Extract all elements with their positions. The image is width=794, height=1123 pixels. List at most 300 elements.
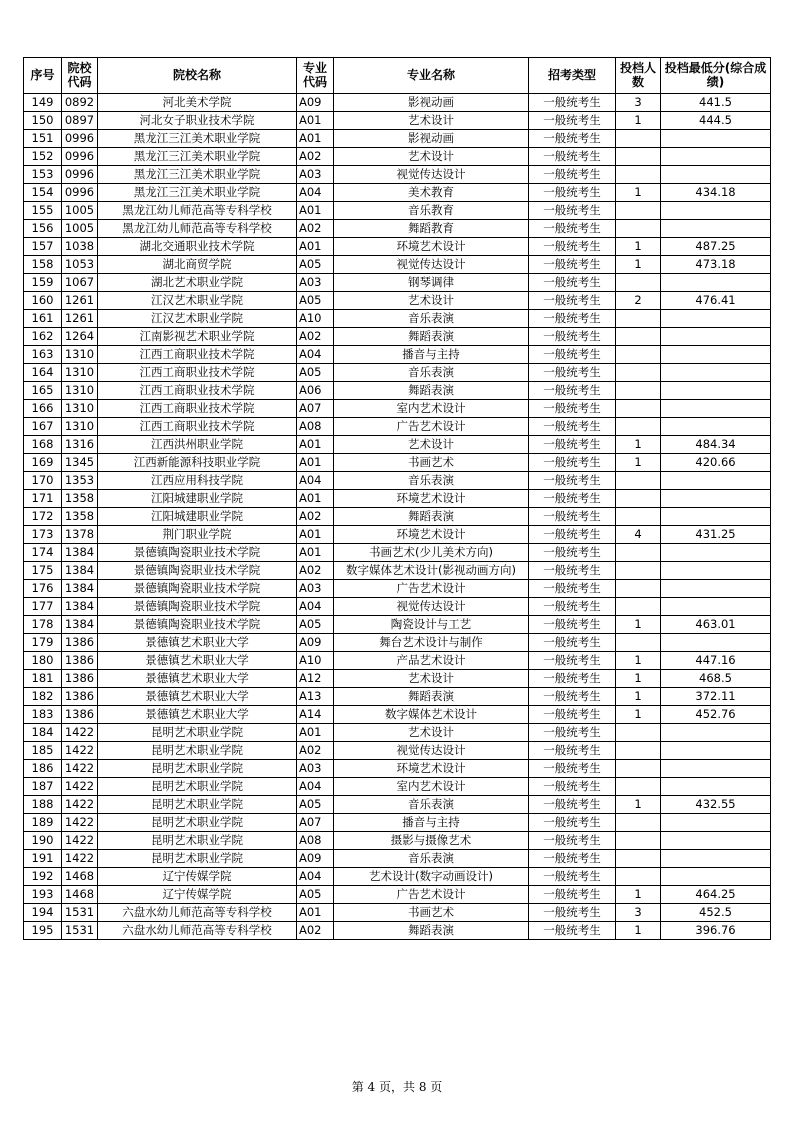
- major-name-cell: 音乐表演: [334, 472, 529, 490]
- num-cell: [616, 328, 661, 346]
- major-code-cell: A02: [297, 562, 334, 580]
- major-code-cell: A10: [297, 310, 334, 328]
- table-row: [24, 238, 771, 256]
- seq-cell: 195: [24, 922, 62, 940]
- school-name-cell: 江西工商职业技术学院: [98, 364, 297, 382]
- score-cell: 487.25: [661, 238, 771, 256]
- major-code-cell: A04: [297, 184, 334, 202]
- score-cell: 447.16: [661, 652, 771, 670]
- major-code-cell: A02: [297, 328, 334, 346]
- seq-cell: 167: [24, 418, 62, 436]
- exam-type-cell: 一般统考生: [529, 220, 616, 238]
- major-code-cell: A07: [297, 814, 334, 832]
- exam-type-cell: 一般统考生: [529, 778, 616, 796]
- score-cell: [661, 328, 771, 346]
- major-name-cell: 钢琴调律: [334, 274, 529, 292]
- major-name-cell: 音乐教育: [334, 202, 529, 220]
- num-cell: [616, 382, 661, 400]
- school-name-cell: 江西工商职业技术学院: [98, 382, 297, 400]
- school-name-cell: 景德镇陶瓷职业技术学院: [98, 598, 297, 616]
- exam-type-cell: 一般统考生: [529, 562, 616, 580]
- exam-type-cell: 一般统考生: [529, 346, 616, 364]
- seq-cell: 166: [24, 400, 62, 418]
- exam-type-cell: 一般统考生: [529, 382, 616, 400]
- school-name-cell: 江南影视艺术职业学院: [98, 328, 297, 346]
- school-code-cell: 1053: [62, 256, 98, 274]
- major-name-cell: 音乐表演: [334, 796, 529, 814]
- school-name-cell: 黑龙江幼儿师范高等专科学校: [98, 202, 297, 220]
- num-cell: [616, 742, 661, 760]
- seq-cell: 154: [24, 184, 62, 202]
- major-name-cell: 环境艺术设计: [334, 490, 529, 508]
- seq-cell: 157: [24, 238, 62, 256]
- school-name-cell: 昆明艺术职业学院: [98, 796, 297, 814]
- seq-cell: 182: [24, 688, 62, 706]
- score-cell: [661, 742, 771, 760]
- school-code-cell: 0996: [62, 148, 98, 166]
- major-name-cell: 播音与主持: [334, 814, 529, 832]
- major-code-cell: A03: [297, 760, 334, 778]
- school-code-cell: 1386: [62, 706, 98, 724]
- score-cell: [661, 580, 771, 598]
- school-code-cell: 1264: [62, 328, 98, 346]
- num-cell: [616, 220, 661, 238]
- major-name-cell: 舞蹈教育: [334, 220, 529, 238]
- table-row: [24, 814, 771, 832]
- score-cell: [661, 634, 771, 652]
- table-row: [24, 184, 771, 202]
- major-code-cell: A04: [297, 346, 334, 364]
- table-row: [24, 328, 771, 346]
- seq-cell: 170: [24, 472, 62, 490]
- exam-type-cell: 一般统考生: [529, 886, 616, 904]
- num-cell: [616, 778, 661, 796]
- seq-cell: 190: [24, 832, 62, 850]
- school-name-cell: 湖北交通职业技术学院: [98, 238, 297, 256]
- major-name-cell: 产品艺术设计: [334, 652, 529, 670]
- exam-type-cell: 一般统考生: [529, 508, 616, 526]
- school-name-cell: 景德镇艺术职业大学: [98, 706, 297, 724]
- score-cell: 441.5: [661, 94, 771, 112]
- major-name-cell: 音乐表演: [334, 850, 529, 868]
- table-row: [24, 130, 771, 148]
- school-name-cell: 六盘水幼儿师范高等专科学校: [98, 922, 297, 940]
- school-name-cell: 黑龙江三江美术职业学院: [98, 184, 297, 202]
- score-cell: [661, 220, 771, 238]
- num-cell: [616, 580, 661, 598]
- school-code-cell: 1310: [62, 418, 98, 436]
- seq-cell: 156: [24, 220, 62, 238]
- major-code-cell: A13: [297, 688, 334, 706]
- header-major-code: 专业代码: [297, 58, 334, 94]
- school-name-cell: 黑龙江三江美术职业学院: [98, 166, 297, 184]
- score-cell: 484.34: [661, 436, 771, 454]
- school-name-cell: 昆明艺术职业学院: [98, 724, 297, 742]
- major-name-cell: 陶瓷设计与工艺: [334, 616, 529, 634]
- school-name-cell: 江西新能源科技职业学院: [98, 454, 297, 472]
- exam-type-cell: 一般统考生: [529, 148, 616, 166]
- exam-type-cell: 一般统考生: [529, 364, 616, 382]
- school-name-cell: 景德镇艺术职业大学: [98, 634, 297, 652]
- school-name-cell: 江西应用科技学院: [98, 472, 297, 490]
- table-row: [24, 274, 771, 292]
- exam-type-cell: 一般统考生: [529, 472, 616, 490]
- num-cell: [616, 400, 661, 418]
- school-name-cell: 江西工商职业技术学院: [98, 346, 297, 364]
- school-code-cell: 1310: [62, 364, 98, 382]
- exam-type-cell: 一般统考生: [529, 526, 616, 544]
- major-name-cell: 环境艺术设计: [334, 760, 529, 778]
- seq-cell: 172: [24, 508, 62, 526]
- seq-cell: 194: [24, 904, 62, 922]
- score-cell: 396.76: [661, 922, 771, 940]
- exam-type-cell: 一般统考生: [529, 418, 616, 436]
- school-name-cell: 江阳城建职业学院: [98, 490, 297, 508]
- school-code-cell: 1422: [62, 850, 98, 868]
- major-name-cell: 广告艺术设计: [334, 886, 529, 904]
- num-cell: [616, 544, 661, 562]
- seq-cell: 193: [24, 886, 62, 904]
- seq-cell: 160: [24, 292, 62, 310]
- score-cell: [661, 598, 771, 616]
- seq-cell: 152: [24, 148, 62, 166]
- table-row: [24, 220, 771, 238]
- major-name-cell: 播音与主持: [334, 346, 529, 364]
- school-code-cell: 1310: [62, 346, 98, 364]
- school-code-cell: 1384: [62, 616, 98, 634]
- num-cell: 1: [616, 706, 661, 724]
- num-cell: 1: [616, 112, 661, 130]
- table-row: [24, 436, 771, 454]
- school-code-cell: 1384: [62, 544, 98, 562]
- num-cell: [616, 418, 661, 436]
- school-name-cell: 景德镇陶瓷职业技术学院: [98, 562, 297, 580]
- num-cell: 2: [616, 292, 661, 310]
- school-code-cell: 1038: [62, 238, 98, 256]
- table-row: [24, 418, 771, 436]
- major-name-cell: 环境艺术设计: [334, 526, 529, 544]
- school-code-cell: 1358: [62, 490, 98, 508]
- school-name-cell: 荆门职业学院: [98, 526, 297, 544]
- exam-type-cell: 一般统考生: [529, 130, 616, 148]
- score-cell: [661, 166, 771, 184]
- table-row: [24, 616, 771, 634]
- table-row: [24, 706, 771, 724]
- major-name-cell: 艺术设计: [334, 292, 529, 310]
- major-name-cell: 艺术设计: [334, 148, 529, 166]
- major-name-cell: 舞台艺术设计与制作: [334, 634, 529, 652]
- major-code-cell: A03: [297, 274, 334, 292]
- school-code-cell: 1422: [62, 832, 98, 850]
- major-name-cell: 视觉传达设计: [334, 256, 529, 274]
- exam-type-cell: 一般统考生: [529, 742, 616, 760]
- school-name-cell: 江汉艺术职业学院: [98, 310, 297, 328]
- school-name-cell: 湖北商贸学院: [98, 256, 297, 274]
- exam-type-cell: 一般统考生: [529, 850, 616, 868]
- school-code-cell: 1384: [62, 562, 98, 580]
- exam-type-cell: 一般统考生: [529, 490, 616, 508]
- table-row: [24, 256, 771, 274]
- major-code-cell: A02: [297, 922, 334, 940]
- school-name-cell: 河北美术学院: [98, 94, 297, 112]
- major-name-cell: 室内艺术设计: [334, 400, 529, 418]
- major-code-cell: A01: [297, 526, 334, 544]
- major-code-cell: A09: [297, 94, 334, 112]
- seq-cell: 176: [24, 580, 62, 598]
- score-cell: [661, 148, 771, 166]
- school-code-cell: 1531: [62, 904, 98, 922]
- seq-cell: 185: [24, 742, 62, 760]
- table-row: [24, 508, 771, 526]
- school-code-cell: 1261: [62, 292, 98, 310]
- seq-cell: 171: [24, 490, 62, 508]
- school-code-cell: 0892: [62, 94, 98, 112]
- major-name-cell: 影视动画: [334, 94, 529, 112]
- table-row: [24, 166, 771, 184]
- score-cell: [661, 310, 771, 328]
- num-cell: [616, 598, 661, 616]
- score-cell: [661, 274, 771, 292]
- school-name-cell: 六盘水幼儿师范高等专科学校: [98, 904, 297, 922]
- school-code-cell: 1422: [62, 796, 98, 814]
- score-cell: [661, 724, 771, 742]
- score-cell: 476.41: [661, 292, 771, 310]
- num-cell: [616, 814, 661, 832]
- major-code-cell: A02: [297, 220, 334, 238]
- table-row: [24, 850, 771, 868]
- exam-type-cell: 一般统考生: [529, 94, 616, 112]
- seq-cell: 188: [24, 796, 62, 814]
- school-code-cell: 1531: [62, 922, 98, 940]
- exam-type-cell: 一般统考生: [529, 724, 616, 742]
- major-code-cell: A02: [297, 508, 334, 526]
- seq-cell: 169: [24, 454, 62, 472]
- major-name-cell: 艺术设计: [334, 670, 529, 688]
- score-cell: [661, 202, 771, 220]
- major-code-cell: A09: [297, 634, 334, 652]
- major-code-cell: A08: [297, 832, 334, 850]
- major-code-cell: A05: [297, 616, 334, 634]
- exam-type-cell: 一般统考生: [529, 310, 616, 328]
- major-code-cell: A01: [297, 202, 334, 220]
- school-name-cell: 辽宁传媒学院: [98, 868, 297, 886]
- major-code-cell: A03: [297, 580, 334, 598]
- seq-cell: 183: [24, 706, 62, 724]
- header-row: [24, 58, 771, 94]
- seq-cell: 191: [24, 850, 62, 868]
- school-code-cell: 1067: [62, 274, 98, 292]
- exam-type-cell: 一般统考生: [529, 760, 616, 778]
- table-row: [24, 94, 771, 112]
- major-name-cell: 摄影与摄像艺术: [334, 832, 529, 850]
- score-cell: [661, 508, 771, 526]
- school-name-cell: 黑龙江三江美术职业学院: [98, 130, 297, 148]
- school-name-cell: 昆明艺术职业学院: [98, 778, 297, 796]
- exam-type-cell: 一般统考生: [529, 688, 616, 706]
- seq-cell: 180: [24, 652, 62, 670]
- score-cell: [661, 778, 771, 796]
- major-code-cell: A04: [297, 598, 334, 616]
- exam-type-cell: 一般统考生: [529, 814, 616, 832]
- school-code-cell: 1422: [62, 814, 98, 832]
- major-name-cell: 室内艺术设计: [334, 778, 529, 796]
- school-code-cell: 0996: [62, 166, 98, 184]
- table-row: [24, 778, 771, 796]
- major-name-cell: 舞蹈表演: [334, 382, 529, 400]
- table-row: [24, 724, 771, 742]
- major-name-cell: 艺术设计(数字动画设计): [334, 868, 529, 886]
- score-cell: [661, 382, 771, 400]
- school-code-cell: 1386: [62, 670, 98, 688]
- score-cell: 372.11: [661, 688, 771, 706]
- school-code-cell: 1310: [62, 400, 98, 418]
- num-cell: [616, 310, 661, 328]
- major-code-cell: A01: [297, 454, 334, 472]
- major-name-cell: 舞蹈表演: [334, 328, 529, 346]
- exam-type-cell: 一般统考生: [529, 400, 616, 418]
- major-name-cell: 数字媒体艺术设计(影视动画方向): [334, 562, 529, 580]
- num-cell: 1: [616, 238, 661, 256]
- seq-cell: 192: [24, 868, 62, 886]
- school-code-cell: 1261: [62, 310, 98, 328]
- major-name-cell: 环境艺术设计: [334, 238, 529, 256]
- seq-cell: 175: [24, 562, 62, 580]
- score-cell: 463.01: [661, 616, 771, 634]
- school-name-cell: 景德镇艺术职业大学: [98, 652, 297, 670]
- seq-cell: 158: [24, 256, 62, 274]
- school-code-cell: 1468: [62, 886, 98, 904]
- major-code-cell: A04: [297, 868, 334, 886]
- school-name-cell: 昆明艺术职业学院: [98, 760, 297, 778]
- major-name-cell: 艺术设计: [334, 436, 529, 454]
- header-school-name: 院校名称: [98, 58, 297, 94]
- school-code-cell: 1422: [62, 724, 98, 742]
- major-code-cell: A01: [297, 130, 334, 148]
- table-row: [24, 346, 771, 364]
- num-cell: 1: [616, 256, 661, 274]
- school-code-cell: 1422: [62, 778, 98, 796]
- school-code-cell: 1384: [62, 580, 98, 598]
- seq-cell: 178: [24, 616, 62, 634]
- score-cell: 444.5: [661, 112, 771, 130]
- major-code-cell: A04: [297, 778, 334, 796]
- exam-type-cell: 一般统考生: [529, 256, 616, 274]
- seq-cell: 168: [24, 436, 62, 454]
- table-row: [24, 904, 771, 922]
- table-row: [24, 202, 771, 220]
- num-cell: 1: [616, 652, 661, 670]
- exam-type-cell: 一般统考生: [529, 328, 616, 346]
- num-cell: 1: [616, 688, 661, 706]
- score-cell: 468.5: [661, 670, 771, 688]
- score-cell: 420.66: [661, 454, 771, 472]
- table-row: [24, 742, 771, 760]
- school-code-cell: 1005: [62, 202, 98, 220]
- school-name-cell: 湖北艺术职业学院: [98, 274, 297, 292]
- header-school-code: 院校代码: [62, 58, 98, 94]
- score-cell: 431.25: [661, 526, 771, 544]
- exam-type-cell: 一般统考生: [529, 184, 616, 202]
- school-code-cell: 1378: [62, 526, 98, 544]
- table-row: [24, 652, 771, 670]
- num-cell: [616, 202, 661, 220]
- school-name-cell: 江西洪州职业学院: [98, 436, 297, 454]
- school-code-cell: 1386: [62, 688, 98, 706]
- score-cell: [661, 400, 771, 418]
- table-row: [24, 382, 771, 400]
- major-name-cell: 视觉传达设计: [334, 166, 529, 184]
- seq-cell: 162: [24, 328, 62, 346]
- seq-cell: 189: [24, 814, 62, 832]
- major-code-cell: A02: [297, 148, 334, 166]
- seq-cell: 181: [24, 670, 62, 688]
- num-cell: 3: [616, 94, 661, 112]
- major-code-cell: A14: [297, 706, 334, 724]
- num-cell: [616, 490, 661, 508]
- table-row: [24, 832, 771, 850]
- table-row: [24, 112, 771, 130]
- major-name-cell: 艺术设计: [334, 112, 529, 130]
- score-cell: [661, 490, 771, 508]
- table-row: [24, 310, 771, 328]
- major-name-cell: 艺术设计: [334, 724, 529, 742]
- major-name-cell: 视觉传达设计: [334, 742, 529, 760]
- school-name-cell: 江西工商职业技术学院: [98, 418, 297, 436]
- major-code-cell: A10: [297, 652, 334, 670]
- exam-type-cell: 一般统考生: [529, 868, 616, 886]
- major-code-cell: A05: [297, 292, 334, 310]
- school-name-cell: 景德镇陶瓷职业技术学院: [98, 616, 297, 634]
- school-code-cell: 0897: [62, 112, 98, 130]
- table-row: [24, 922, 771, 940]
- school-code-cell: 1386: [62, 634, 98, 652]
- exam-type-cell: 一般统考生: [529, 292, 616, 310]
- header-score: 投档最低分(综合成绩): [661, 58, 771, 94]
- major-code-cell: A01: [297, 544, 334, 562]
- score-cell: [661, 832, 771, 850]
- num-cell: [616, 832, 661, 850]
- header-seq: 序号: [24, 58, 62, 94]
- school-name-cell: 景德镇陶瓷职业技术学院: [98, 544, 297, 562]
- seq-cell: 153: [24, 166, 62, 184]
- score-cell: 452.5: [661, 904, 771, 922]
- major-name-cell: 美术教育: [334, 184, 529, 202]
- score-cell: [661, 760, 771, 778]
- table-row: [24, 562, 771, 580]
- exam-type-cell: 一般统考生: [529, 670, 616, 688]
- score-cell: [661, 850, 771, 868]
- school-name-cell: 河北女子职业技术学院: [98, 112, 297, 130]
- num-cell: [616, 868, 661, 886]
- major-code-cell: A12: [297, 670, 334, 688]
- major-code-cell: A01: [297, 904, 334, 922]
- score-cell: [661, 814, 771, 832]
- exam-type-cell: 一般统考生: [529, 796, 616, 814]
- exam-type-cell: 一般统考生: [529, 238, 616, 256]
- table-row: [24, 490, 771, 508]
- num-cell: 1: [616, 922, 661, 940]
- major-code-cell: A05: [297, 364, 334, 382]
- score-cell: [661, 544, 771, 562]
- num-cell: 1: [616, 886, 661, 904]
- num-cell: [616, 508, 661, 526]
- school-code-cell: 0996: [62, 130, 98, 148]
- page-footer: 第 4 页，共 8 页: [351, 1080, 443, 1094]
- major-name-cell: 音乐表演: [334, 310, 529, 328]
- seq-cell: 163: [24, 346, 62, 364]
- major-code-cell: A01: [297, 112, 334, 130]
- score-cell: [661, 418, 771, 436]
